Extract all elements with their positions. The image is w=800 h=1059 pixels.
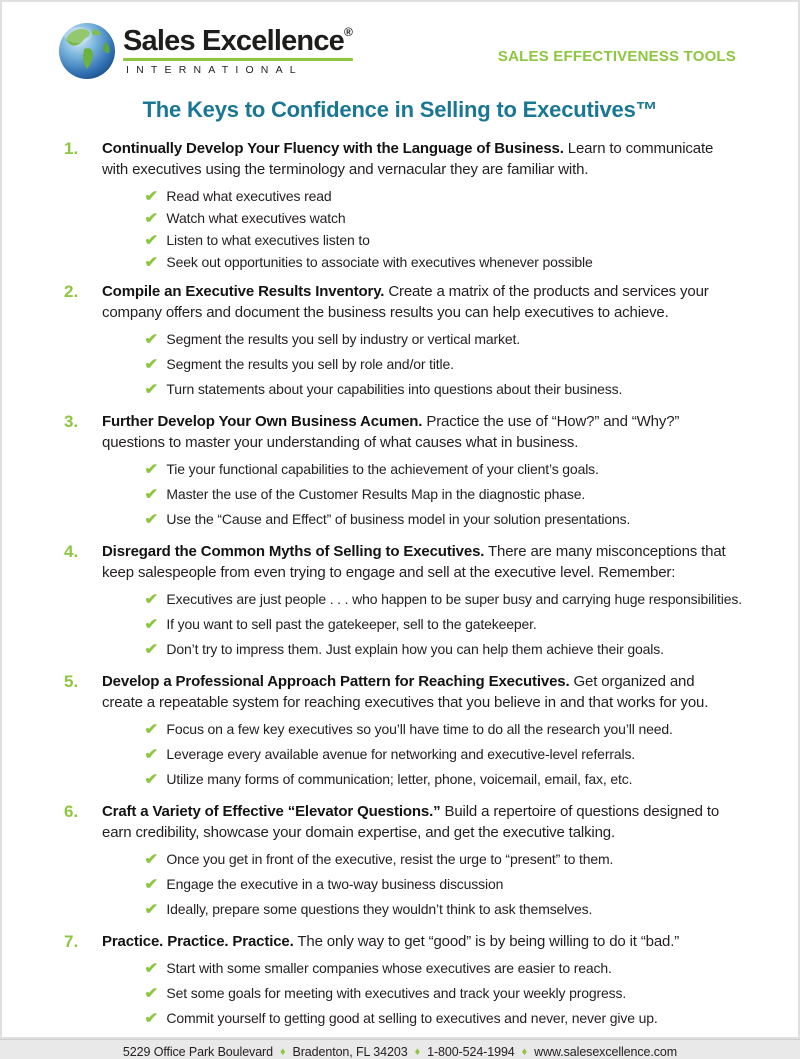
page-footer [2, 1045, 798, 1059]
bullet-item [145, 639, 742, 660]
bullet-item [145, 849, 736, 870]
bullet-text: If you want to sell past the gatekeeper, sell to the gatekeeper. [166, 616, 537, 632]
item-heading: Practice. Practice. Practice. [102, 933, 294, 950]
checkmark-icon: ✔ [144, 771, 159, 788]
item-number: 6. [64, 802, 79, 821]
main-content [2, 138, 798, 1033]
bullet-item [145, 252, 736, 273]
brand-name: Sales Excellence® [123, 25, 353, 58]
bullet-item [145, 329, 736, 350]
item-description: Practice the use of “How?” and “Why?” questions to master your understanding of what causes what in business. [102, 413, 680, 451]
bullet-item [145, 230, 736, 251]
bullet-list [102, 459, 736, 530]
item-number: 1. [64, 139, 79, 158]
item-lead [102, 281, 736, 323]
item-lead [102, 541, 742, 583]
checkmark-icon: ✔ [144, 511, 159, 528]
checkmark-icon: ✔ [144, 210, 159, 227]
checkmark-icon: ✔ [144, 901, 159, 918]
checkmark-icon: ✔ [144, 591, 159, 608]
item-heading: Develop a Professional Approach Pattern for Reaching Executives. [102, 673, 570, 690]
logo-text [123, 26, 353, 76]
bullet-text: Segment the results you sell by role and/or title. [166, 356, 454, 372]
list-item [64, 281, 736, 404]
item-heading: Disregard the Common Myths of Selling to Executives. [102, 543, 485, 560]
bullet-list [102, 849, 736, 920]
list-item [64, 411, 736, 534]
bullet-text: Focus on a few key executives so you’ll have time to do all the research you’ll need. [166, 721, 673, 737]
bullet-item [145, 208, 736, 229]
bullet-text: Ideally, prepare some questions they wouldn’t think to ask themselves. [166, 901, 593, 917]
checkmark-icon: ✔ [144, 486, 159, 503]
checkmark-icon: ✔ [144, 876, 159, 893]
bullet-text: Listen to what executives listen to [166, 232, 370, 248]
footer-website[interactable]: www.salesexcellence.com [534, 1045, 678, 1059]
bullet-item [145, 1008, 736, 1029]
bullet-list [102, 329, 736, 400]
list-item [64, 801, 736, 924]
bullet-text: Commit yourself to getting good at selling to executives and never, never give up. [166, 1010, 658, 1026]
list-item [64, 138, 736, 274]
footer-city: Bradenton, FL 34203 [292, 1045, 408, 1059]
item-lead [102, 411, 736, 453]
item-lead [102, 931, 736, 952]
bullet-item [145, 484, 736, 505]
list-item [64, 541, 742, 664]
bullet-item [145, 379, 736, 400]
list-item [64, 671, 736, 794]
checkmark-icon: ✔ [144, 331, 159, 348]
item-lead [102, 671, 736, 713]
bullet-text: Segment the results you sell by industry or vertical market. [166, 331, 521, 347]
bullet-text: Start with some smaller companies whose executives are easier to reach. [166, 960, 612, 976]
bullet-text: Tie your functional capabilities to the achievement of your client’s goals. [166, 461, 599, 477]
header-tagline: SALES EFFECTIVENESS TOOLS [497, 48, 736, 65]
checkmark-icon: ✔ [144, 254, 159, 271]
bullet-item [145, 958, 736, 979]
checkmark-icon: ✔ [144, 960, 159, 977]
bullet-item [145, 614, 742, 635]
diamond-separator-icon: ♦ [414, 1046, 421, 1058]
bullet-item [145, 459, 736, 480]
diamond-separator-icon: ♦ [279, 1046, 286, 1058]
bullet-text: Engage the executive in a two-way business discussion [166, 876, 504, 892]
bullet-text: Utilize many forms of communication; letter, phone, voicemail, email, fax, etc. [166, 771, 633, 787]
bullet-item [145, 769, 736, 790]
checkmark-icon: ✔ [144, 461, 159, 478]
bullet-item [145, 874, 736, 895]
checkmark-icon: ✔ [144, 1010, 159, 1027]
checkmark-icon: ✔ [144, 188, 159, 205]
item-description: Build a repertoire of questions designed to earn credibility, showcase your domain expertise, and get the executive talking. [102, 803, 720, 841]
checkmark-icon: ✔ [144, 746, 159, 763]
item-heading: Compile an Executive Results Inventory. [102, 283, 385, 300]
checkmark-icon: ✔ [144, 356, 159, 373]
item-heading: Craft a Variety of Effective “Elevator Questions.” [102, 803, 441, 820]
checkmark-icon: ✔ [144, 851, 159, 868]
bullet-item [145, 589, 742, 610]
footer-phone: 1-800-524-1994 [427, 1045, 515, 1059]
bullet-item [145, 899, 736, 920]
checkmark-icon: ✔ [144, 616, 159, 633]
checkmark-icon: ✔ [144, 721, 159, 738]
logo-divider [123, 58, 353, 61]
bullet-text: Don’t try to impress them. Just explain how you can help them achieve their goals. [166, 641, 664, 657]
bullet-list [102, 186, 736, 273]
checkmark-icon: ✔ [144, 381, 159, 398]
item-heading: Continually Develop Your Fluency with the Language of Business. [102, 140, 564, 157]
bullet-text: Read what executives read [166, 188, 332, 204]
bullet-item [145, 983, 736, 1004]
diamond-separator-icon: ♦ [521, 1046, 528, 1058]
bullet-list [102, 958, 736, 1029]
item-lead [102, 801, 736, 843]
bullet-item [145, 744, 736, 765]
globe-icon [58, 22, 116, 80]
bullet-item [145, 719, 736, 740]
page-header [2, 2, 798, 80]
brand-subtitle: INTERNATIONAL [126, 64, 303, 77]
checkmark-icon: ✔ [144, 641, 159, 658]
bullet-text: Use the “Cause and Effect” of business model in your solution presentations. [166, 511, 631, 527]
item-number: 5. [64, 672, 79, 691]
checkmark-icon: ✔ [144, 232, 159, 249]
company-logo [58, 22, 353, 80]
bullet-list [102, 589, 742, 660]
item-description: Learn to communicate with executives using the terminology and vernacular they are familiar with. [102, 140, 714, 178]
bullet-item [145, 186, 736, 207]
item-number: 7. [64, 932, 79, 951]
page-title: The Keys to Confidence in Selling to Executives™ [142, 97, 658, 122]
bullet-item [145, 509, 736, 530]
item-description: The only way to get “good” is by being willing to do it “bad.” [297, 933, 680, 950]
bullet-text: Turn statements about your capabilities into questions about their business. [166, 381, 623, 397]
registered-mark: ® [343, 25, 353, 40]
bullet-text: Seek out opportunities to associate with executives whenever possible [166, 254, 593, 270]
item-description: Get organized and create a repeatable system for reaching executives that you believe in and that works for you. [102, 673, 709, 711]
bullet-text: Master the use of the Customer Results Map in the diagnostic phase. [166, 486, 586, 502]
bullet-item [145, 354, 736, 375]
item-number: 3. [64, 412, 79, 431]
item-description: Create a matrix of the products and services your company offers and document the business results you can help executives to achieve. [102, 283, 709, 321]
bullet-text: Leverage every available avenue for networking and executive-level referrals. [166, 746, 636, 762]
item-description: There are many misconceptions that keep salespeople from even trying to engage and sell at the executive level. Remember: [102, 543, 726, 581]
item-number: 2. [64, 282, 79, 301]
item-lead [102, 138, 736, 180]
bullet-text: Watch what executives watch [166, 210, 346, 226]
bullet-text: Once you get in front of the executive, resist the urge to “present” to them. [166, 851, 614, 867]
item-heading: Further Develop Your Own Business Acumen. [102, 413, 423, 430]
list-item [64, 931, 736, 1033]
bullet-text: Executives are just people . . . who happen to be super busy and carrying huge responsibilities. [166, 591, 742, 607]
bullet-list [102, 719, 736, 790]
footer-address: 5229 Office Park Boulevard [122, 1045, 273, 1059]
item-number: 4. [64, 542, 79, 561]
checkmark-icon: ✔ [144, 985, 159, 1002]
bullet-text: Set some goals for meeting with executives and track your weekly progress. [166, 985, 627, 1001]
